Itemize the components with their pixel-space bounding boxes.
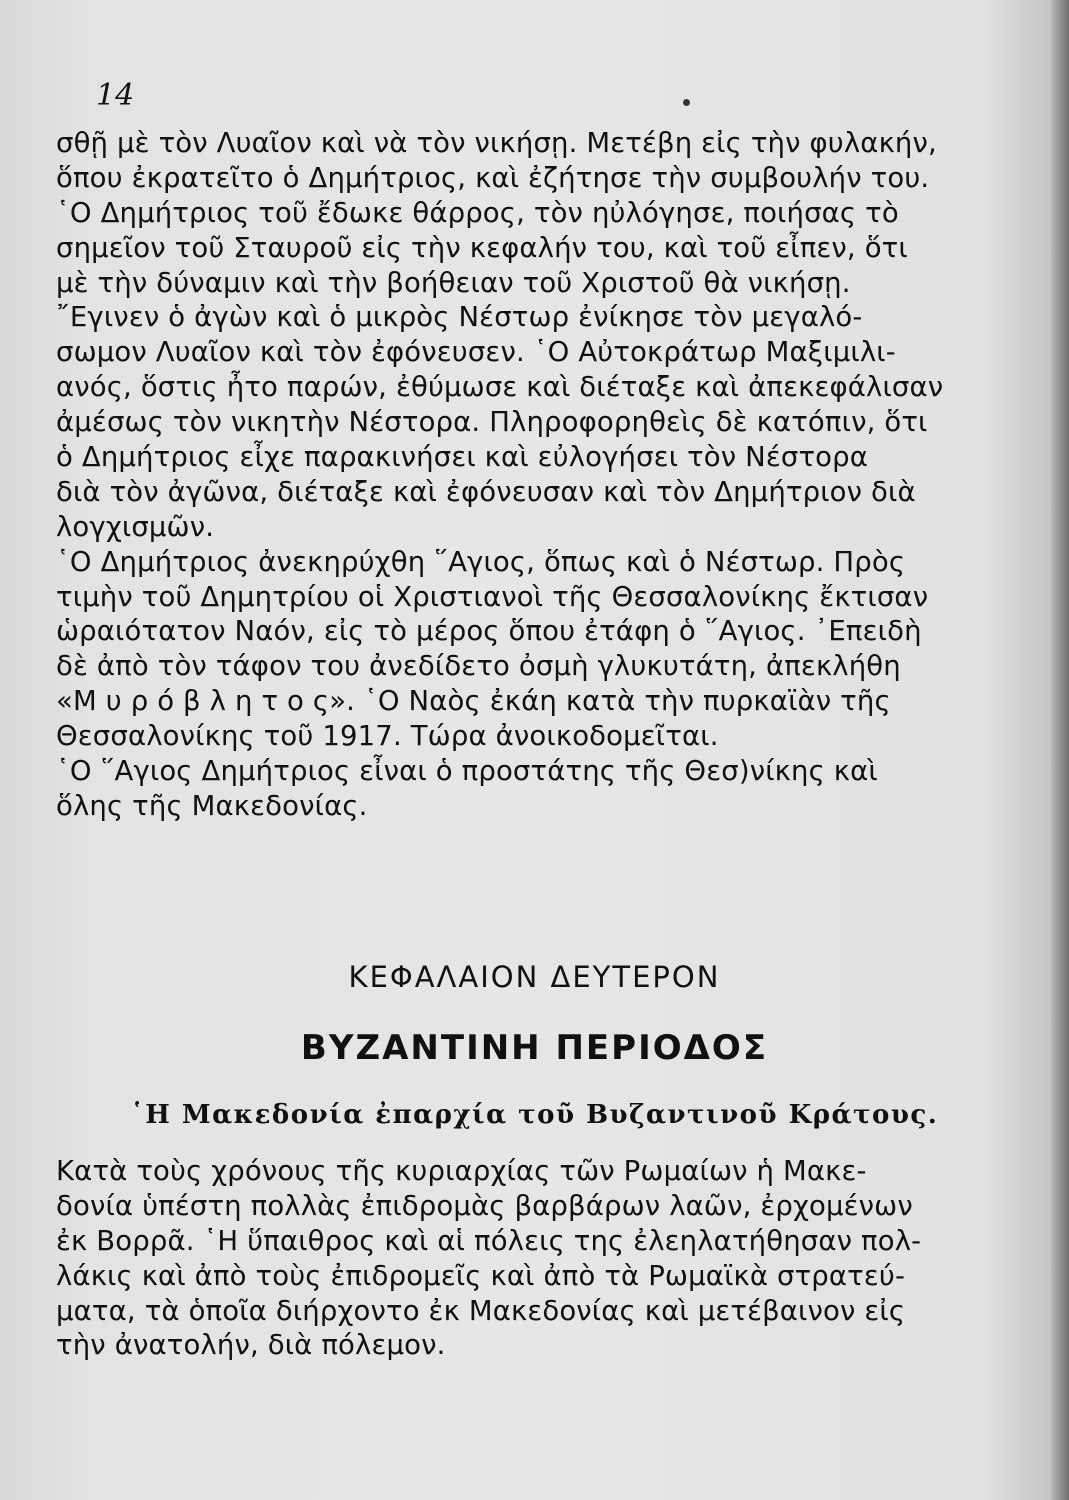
text-line: δονία ὑπέστη πολλὰς ἐπιδρομὰς βαρβάρων λαῶν, ἐρχομένων [56, 1189, 913, 1222]
text-line: τιμὴν τοῦ Δημητρίου οἱ Χριστιανοὶ τῆς Θεσσαλονίκης ἔκτισαν [56, 580, 929, 613]
text-line: ἀμέσως τὸν νικητὴν Νέστορα. Πληροφορηθεὶς δὲ κατόπιν, ὅτι [56, 406, 928, 439]
text-line: Θεσσαλονίκης τοῦ 1917. Τώρα ἀνοικοδομεῖται. [56, 720, 719, 753]
text-line: ὅπου ἐκρατεῖτο ὁ Δημήτριος, καὶ ἐζήτησε τὴν συμβουλήν του. [56, 161, 930, 194]
text-line: «Μ υ ρ ό β λ η τ ο ς». ῾Ο Ναὸς ἐκάη κατὰ τὴν πυρκαϊὰν τῆς [56, 685, 891, 718]
text-line: ματα, τὰ ὁποῖα διήρχοντο ἐκ Μακεδονίας καὶ μετέβαινον εἰς [56, 1294, 906, 1327]
text-line: Κατὰ τοὺς χρόνους τῆς κυριαρχίας τῶν Ρωμαίων ἡ Μακε- [56, 1155, 867, 1187]
section-title: ΒΥΖΑΝΤΙΝΗ ΠΕΡΙΟΔΟΣ [300, 1028, 769, 1068]
text-line: σθῇ μὲ τὸν Λυαῖον καὶ νὰ τὸν νικήσῃ. Μετέβη εἰς τὴν φυλακήν, [56, 127, 937, 159]
text-line: τὴν ἀνατολήν, διὰ πόλεμον. [56, 1329, 446, 1362]
text-line: ανός, ὅστις ἦτο παρών, ἐθύμωσε καὶ διέταξε καὶ ἀπεκεφάλισαν [56, 371, 944, 404]
text-line: σημεῖον τοῦ Σταυροῦ εἰς τὴν κεφαλήν του, καὶ τοῦ εἶπεν, ὅτι [56, 231, 908, 264]
text-line: ἐκ Βορρᾶ. ῾Η ὕπαιθρος καὶ αἱ πόλεις της ἐλεηλατήθησαν πολ- [56, 1224, 922, 1257]
text-line: διὰ τὸν ἀγῶνα, διέταξε καὶ ἐφόνευσαν καὶ τὸν Δημήτριον διὰ [56, 475, 916, 508]
text-line: ῾Ο Δημήτριος ἀνεκηρύχθη ῞Αγιος, ὅπως καὶ ὁ Νέστωρ. Πρὸς [56, 545, 906, 578]
page-number: 14 [96, 78, 135, 113]
text-line: δὲ ἀπὸ τὸν τάφον του ἀνεδίδετο ὀσμὴ γλυκυτάτη, ἀπεκλήθη [56, 650, 901, 683]
ink-speck [683, 99, 690, 106]
text-line: ὁ Δημήτριος εἶχε παρακινήσει καὶ εὐλογήσει τὸν Νέστορα [56, 441, 869, 474]
text-line: ῾Ο Δημήτριος τοῦ ἔδωκε θάρρος, τὸν ηὐλόγησε, ποιήσας τὸ [56, 196, 899, 229]
body-text-after [56, 1154, 1046, 1363]
text-line: μὲ τὴν δύναμιν καὶ τὴν βοήθειαν τοῦ Χριστοῦ θὰ νικήσῃ. [56, 266, 851, 299]
body-text-before [56, 126, 1046, 824]
text-line: ὅλης τῆς Μακεδονίας. [56, 789, 368, 822]
text-line: ῾Ο ῞Αγιος Δημήτριος εἶναι ὁ προστάτης τῆς Θεσ)νίκης καὶ [56, 755, 878, 788]
text-line: λογχισμῶν. [56, 510, 215, 543]
text-line: ῎Εγινεν ὁ ἀγὼν καὶ ὁ μικρὸς Νέστωρ ἐνίκησε τὸν μεγαλό- [56, 301, 863, 334]
text-line: λάκις καὶ ἀπὸ τοὺς ἐπιδρομεῖς καὶ ἀπὸ τὰ Ρωμαϊκὰ στρατεύ- [56, 1259, 906, 1292]
text-line: σωμον Λυαῖον καὶ τὸν ἐφόνευσεν. ῾Ο Αὐτοκράτωρ Μαξιμιλι- [56, 336, 896, 369]
section-subheading: ῾Η Μακεδονία ἐπαρχία τοῦ Βυζαντινοῦ Κράτους. [130, 1100, 939, 1130]
page-binding-edge [1051, 0, 1069, 1500]
text-line: ὡραιότατον Ναόν, εἰς τὸ μέρος ὅπου ἐτάφη ὁ ῞Αγιος. ᾿Επειδὴ [56, 615, 922, 648]
chapter-label: ΚΕΦΑΛΑΙΟΝ ΔΕΥΤΕΡΟΝ [348, 960, 721, 994]
